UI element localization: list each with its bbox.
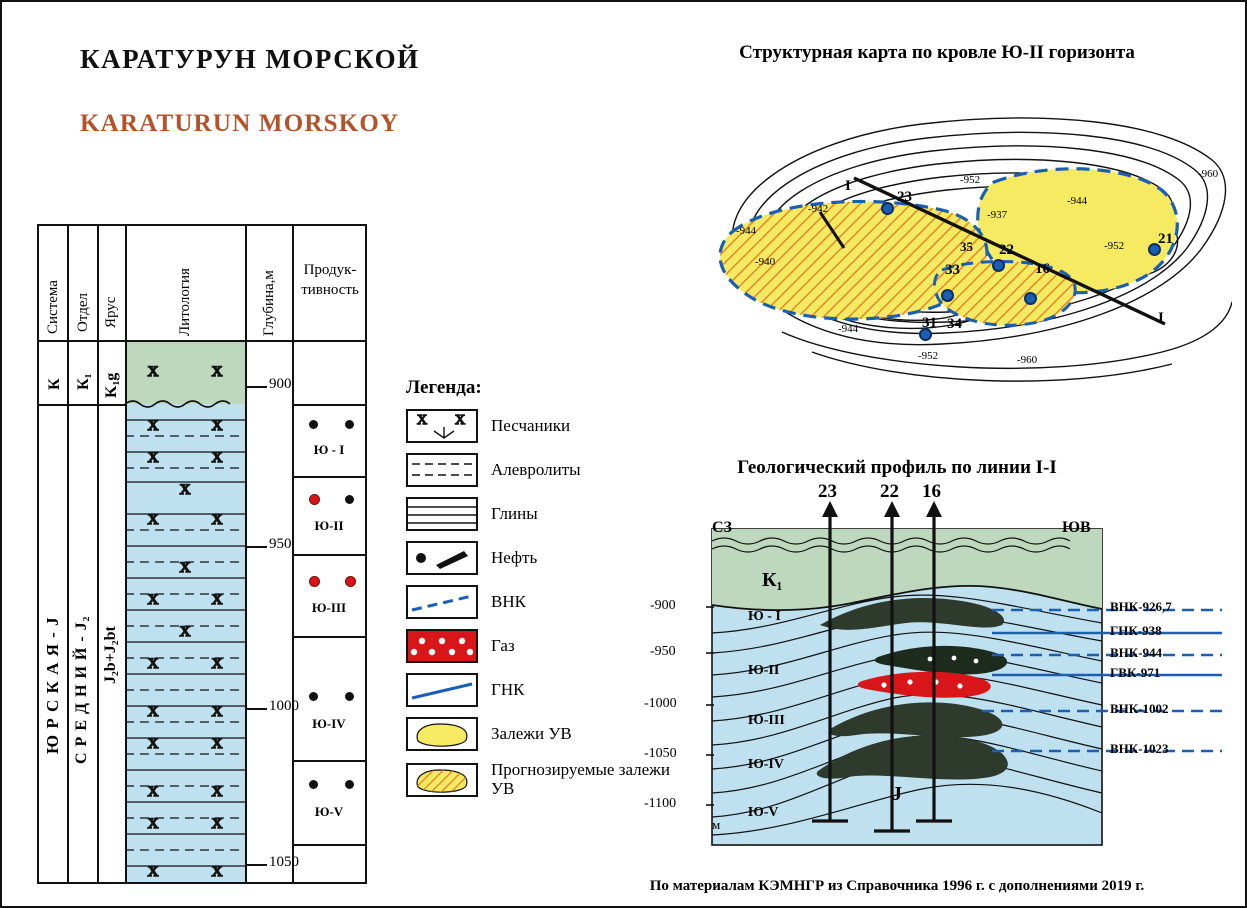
well-label-31: 31 xyxy=(922,315,937,331)
header-depth: Глубина,м xyxy=(261,270,277,336)
svg-text:X: X xyxy=(454,413,466,428)
oil-marker xyxy=(345,420,354,429)
svg-text:X: X xyxy=(147,450,159,466)
contact-label-vnk-926: ВНК-926,7 xyxy=(1110,599,1172,614)
profile-depth-950: -950 xyxy=(650,644,676,659)
oil-marker xyxy=(345,692,354,701)
profile-depth-1000: -1000 xyxy=(644,696,677,711)
svg-text:X: X xyxy=(179,560,191,576)
stratigraphic-column xyxy=(37,224,367,884)
svg-text:X: X xyxy=(147,418,159,434)
svg-text:X: X xyxy=(147,656,159,672)
profile-depth-1100: -1100 xyxy=(644,796,677,811)
prod-rule-0 xyxy=(292,404,367,406)
oil-swatch xyxy=(406,541,478,575)
well-label-33: 33 xyxy=(945,262,960,278)
sandstone-swatch xyxy=(406,409,478,443)
profile-depth-900: -900 xyxy=(650,598,676,613)
horizon-label-3: Ю-III xyxy=(311,600,347,615)
horizon-label-4: Ю-IV xyxy=(312,716,346,731)
isoline-label: -960 xyxy=(1017,354,1038,366)
structural-map xyxy=(642,32,1232,392)
prod-rule-4 xyxy=(292,760,367,762)
svg-text:X: X xyxy=(211,364,223,380)
well-label-34: 34 xyxy=(947,316,962,332)
profile-depth-1050: -1050 xyxy=(644,746,677,761)
prod-rule-3 xyxy=(292,636,367,638)
age-label-cretaceous: К₁ xyxy=(762,569,783,591)
well-label-23: 23 xyxy=(897,189,912,205)
source-footnote: По материалам КЭМНГР из Справочника 1996 г. с дополнениями 2019 г. xyxy=(649,878,1145,894)
svg-text:X: X xyxy=(147,364,159,380)
gas-swatch xyxy=(406,629,478,663)
svg-text:X: X xyxy=(147,512,159,528)
clay-swatch xyxy=(406,497,478,531)
svg-text:X: X xyxy=(211,736,223,752)
contact-label-vnk-1023: ВНК-1023 xyxy=(1110,741,1169,756)
well-marker-23[interactable] xyxy=(881,202,894,215)
system-jurassic: Ю Р С К А Я - J xyxy=(43,616,62,754)
depth-label-950: 950 xyxy=(269,536,292,552)
horizon-label-2: Ю-II xyxy=(314,518,344,533)
oil-marker xyxy=(345,495,354,504)
svg-text:X: X xyxy=(211,592,223,608)
svg-text:X: X xyxy=(416,413,428,428)
depth-label-1050: 1050 xyxy=(269,854,299,870)
svg-text:X: X xyxy=(147,864,159,880)
hc-deposit-swatch xyxy=(406,717,478,751)
legend-title: Легенда: xyxy=(406,377,482,398)
svg-text:X: X xyxy=(211,656,223,672)
strat-divider-3 xyxy=(125,224,127,884)
header-lithology: Литология xyxy=(177,268,193,336)
depth-label-900: 900 xyxy=(269,376,292,392)
oil-marker xyxy=(309,420,318,429)
profile-horizon-yu1: Ю - I xyxy=(748,609,781,624)
well-label-35: 35 xyxy=(960,239,973,254)
svg-text:X: X xyxy=(211,864,223,880)
svg-text:X: X xyxy=(147,784,159,800)
prod-rule-5 xyxy=(292,844,367,846)
depth-label-1000: 1000 xyxy=(269,698,299,714)
profile-horizon-yu2: Ю-II xyxy=(748,663,780,678)
profile-well-label-22: 22 xyxy=(880,481,899,502)
well-marker-22[interactable] xyxy=(992,259,1005,272)
structural-map-contours xyxy=(642,52,1232,392)
svg-text:X: X xyxy=(211,512,223,528)
well-label-16: 16 xyxy=(1035,261,1050,277)
legend-label-goc: ГНК xyxy=(491,679,525,699)
page-title-en: KARATURUN MORSKOY xyxy=(80,110,400,137)
section-label-I-right: I xyxy=(1158,310,1164,326)
depth-tick-1050 xyxy=(245,864,267,866)
svg-text:X: X xyxy=(211,418,223,434)
direction-label-se: ЮВ xyxy=(1062,519,1091,536)
strat-header-rule xyxy=(37,340,367,342)
profile-horizon-yu3: Ю-III xyxy=(748,713,785,728)
header-productivity-l2: тивность xyxy=(301,282,359,298)
contact-label-gvk-971: ГВК-971 xyxy=(1110,665,1161,680)
age-label-jurassic: J xyxy=(892,783,902,805)
isoline-label: -960 xyxy=(1198,168,1219,180)
horizon-label-1: Ю - I xyxy=(313,442,345,457)
oil-marker xyxy=(345,780,354,789)
department-jurassic: С Р Е Д Н И Й - J₂ xyxy=(73,615,90,764)
depth-tick-900 xyxy=(245,386,267,388)
legend-label-predicted-hc-deposit: Прогнозируемые залежи УВ xyxy=(491,760,671,798)
legend-label-clay: Глины xyxy=(491,503,538,523)
depth-tick-950 xyxy=(245,546,267,548)
svg-text:X: X xyxy=(211,784,223,800)
header-productivity-l1: Продук- xyxy=(303,262,357,278)
profile-well-label-16: 16 xyxy=(922,481,941,502)
header-stage: Ярус xyxy=(103,296,119,328)
profile-horizon-yu5: Ю-V xyxy=(748,805,779,820)
isoline-label: -944 xyxy=(838,323,859,335)
profile-depth-unit: м xyxy=(712,817,721,832)
svg-text:X: X xyxy=(179,624,191,640)
well-marker-33[interactable] xyxy=(941,289,954,302)
svg-text:X: X xyxy=(211,816,223,832)
strat-divider-4 xyxy=(245,224,247,884)
svg-text:X: X xyxy=(211,450,223,466)
svg-text:X: X xyxy=(147,816,159,832)
horizon-label-5: Ю-V xyxy=(314,804,344,819)
profile-canvas xyxy=(562,483,1232,883)
depth-tick-1000 xyxy=(245,708,267,710)
isoline-label: -952 xyxy=(960,174,981,186)
page-title-ru: КАРАТУРУН МОРСКОЙ xyxy=(80,44,420,74)
contact-label-vnk-944: ВНК-944 xyxy=(1110,645,1163,660)
strat-divider-2 xyxy=(97,224,99,884)
oil-marker xyxy=(309,780,318,789)
direction-label-nw: СЗ xyxy=(712,519,732,536)
geological-profile-title: Геологический профиль по линии I-I xyxy=(737,457,1057,478)
legend-label-owc: ВНК xyxy=(491,591,526,611)
prod-rule-1 xyxy=(292,476,367,478)
siltstone-swatch xyxy=(406,453,478,487)
stage-jurassic: J₂b+J₂bt xyxy=(102,626,119,684)
oil-marker xyxy=(309,692,318,701)
isoline-label: -937 xyxy=(987,209,1008,221)
contact-label-gnk-938: ГНК-938 xyxy=(1110,623,1162,638)
well-label-22: 22 xyxy=(999,242,1014,258)
well-label-21: 21 xyxy=(1158,231,1173,247)
section-label-I-left: I xyxy=(845,178,851,194)
department-cretaceous: К₁ xyxy=(75,373,92,390)
well-marker-16[interactable] xyxy=(1024,292,1037,305)
legend-label-oil: Нефть xyxy=(491,547,538,567)
geological-profile xyxy=(562,457,1232,894)
gas-marker xyxy=(309,576,320,587)
legend-label-sandstone: Песчаники xyxy=(491,415,571,435)
svg-text:X: X xyxy=(147,736,159,752)
svg-text:X: X xyxy=(147,704,159,720)
predicted-hc-deposit-swatch xyxy=(406,763,478,797)
profile-horizon-yu4: Ю-IV xyxy=(748,757,784,772)
gas-marker xyxy=(309,494,320,505)
legend-label-hc-deposit: Залежи УВ xyxy=(491,723,572,743)
legend-item-sandstone xyxy=(406,409,671,443)
header-system: Система xyxy=(45,280,61,334)
svg-text:X: X xyxy=(211,704,223,720)
contact-label-vnk-1002: ВНК-1002 xyxy=(1110,701,1169,716)
stage-cretaceous: K₁g xyxy=(103,372,120,398)
structural-map-title: Структурная карта по кровле Ю-II горизонта xyxy=(739,42,1135,63)
strat-divider-1 xyxy=(67,224,69,884)
owc-swatch xyxy=(406,585,478,619)
svg-text:X: X xyxy=(179,482,191,498)
isoline-label: -952 xyxy=(918,350,939,362)
legend-label-gas: Газ xyxy=(491,635,515,655)
isoline-label: -944 xyxy=(1067,195,1088,207)
isoline-label: -942 xyxy=(808,203,829,215)
goc-swatch xyxy=(406,673,478,707)
header-department: Отдел xyxy=(75,293,91,332)
system-cretaceous: К xyxy=(46,378,63,390)
legend-label-siltstone: Алевролиты xyxy=(491,459,581,479)
strat-system-rule xyxy=(37,404,125,406)
isoline-label: -944 xyxy=(736,225,757,237)
prod-rule-2 xyxy=(292,554,367,556)
profile-well-label-23: 23 xyxy=(818,481,837,502)
isoline-label: -940 xyxy=(755,256,776,268)
svg-text:X: X xyxy=(147,592,159,608)
isoline-label: -952 xyxy=(1104,240,1125,252)
gas-marker xyxy=(345,576,356,587)
